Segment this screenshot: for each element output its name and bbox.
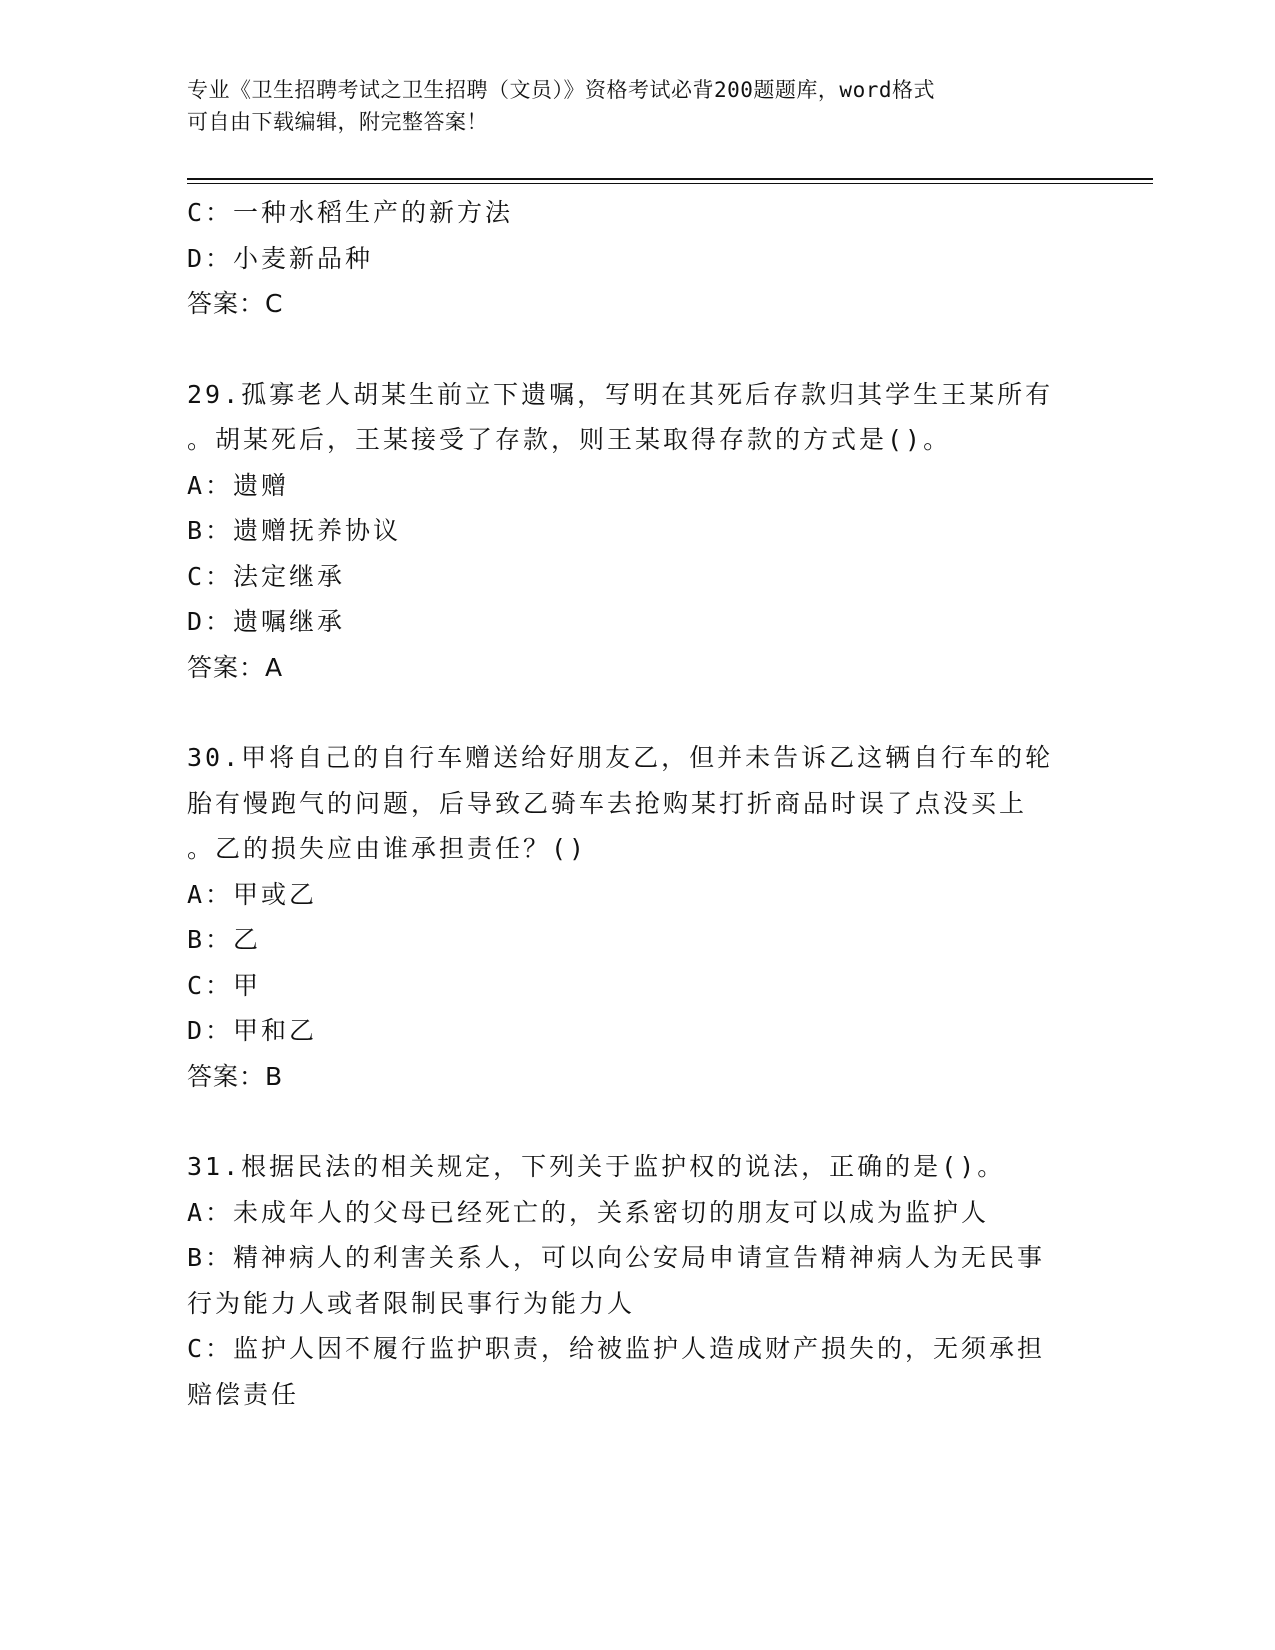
q29-option-b: B：遗赠抚养协议	[187, 516, 402, 545]
q30-option-b: B：乙	[187, 925, 262, 954]
q29-option-d: D：遗嘱继承	[187, 607, 346, 636]
q29-answer: 答案：A	[187, 652, 284, 682]
q30-option-d: D：甲和乙	[187, 1016, 318, 1045]
header-line-2: 可自由下载编辑，附完整答案！	[187, 110, 488, 134]
q30-option-a: A：甲或乙	[187, 879, 318, 909]
prev-option-d: D：小麦新品种	[187, 243, 374, 273]
q31-option-a: A：未成年人的父母已经死亡的，关系密切的朋友可以成为监护人	[187, 1197, 990, 1227]
q30-stem-3: 。乙的损失应由谁承担责任？()	[187, 834, 588, 863]
q31-stem-1: 31.根据民法的相关规定，下列关于监护权的说法，正确的是()。	[187, 1152, 1006, 1181]
q30-answer: 答案：B	[187, 1061, 284, 1091]
q30-stem-1: 30.甲将自己的自行车赠送给好朋友乙，但并未告诉乙这辆自行车的轮	[187, 743, 1054, 772]
q29-option-c: C：法定继承	[187, 561, 346, 591]
document-header	[187, 74, 1067, 138]
q30-option-c: C：甲	[187, 970, 262, 1000]
question-content	[187, 190, 1087, 1417]
header-line-1: 专业《卫生招聘考试之卫生招聘（文员）》资格考试必背200题题库，word格式	[187, 78, 935, 102]
header-divider	[187, 178, 1153, 184]
q31-option-b-2: 行为能力人或者限制民事行为能力人	[187, 1288, 636, 1318]
q31-option-c-1: C：监护人因不履行监护职责，给被监护人造成财产损失的，无须承担	[187, 1334, 1046, 1363]
q31-option-c-2: 赔偿责任	[187, 1379, 300, 1409]
q29-stem-1: 29.孤寡老人胡某生前立下遗嘱，写明在其死后存款归其学生王某所有	[187, 379, 1054, 409]
prev-answer: 答案：C	[187, 289, 284, 318]
q31-option-b-1: B：精神病人的利害关系人，可以向公安局申请宣告精神病人为无民事	[187, 1243, 1046, 1272]
prev-option-c: C：一种水稻生产的新方法	[187, 198, 514, 227]
q30-stem-2: 胎有慢跑气的问题，后导致乙骑车去抢购某打折商品时误了点没买上	[187, 788, 1028, 818]
q29-stem-2: 。胡某死后，王某接受了存款，则王某取得存款的方式是()。	[187, 425, 952, 454]
q29-option-a: A：遗赠	[187, 470, 290, 500]
